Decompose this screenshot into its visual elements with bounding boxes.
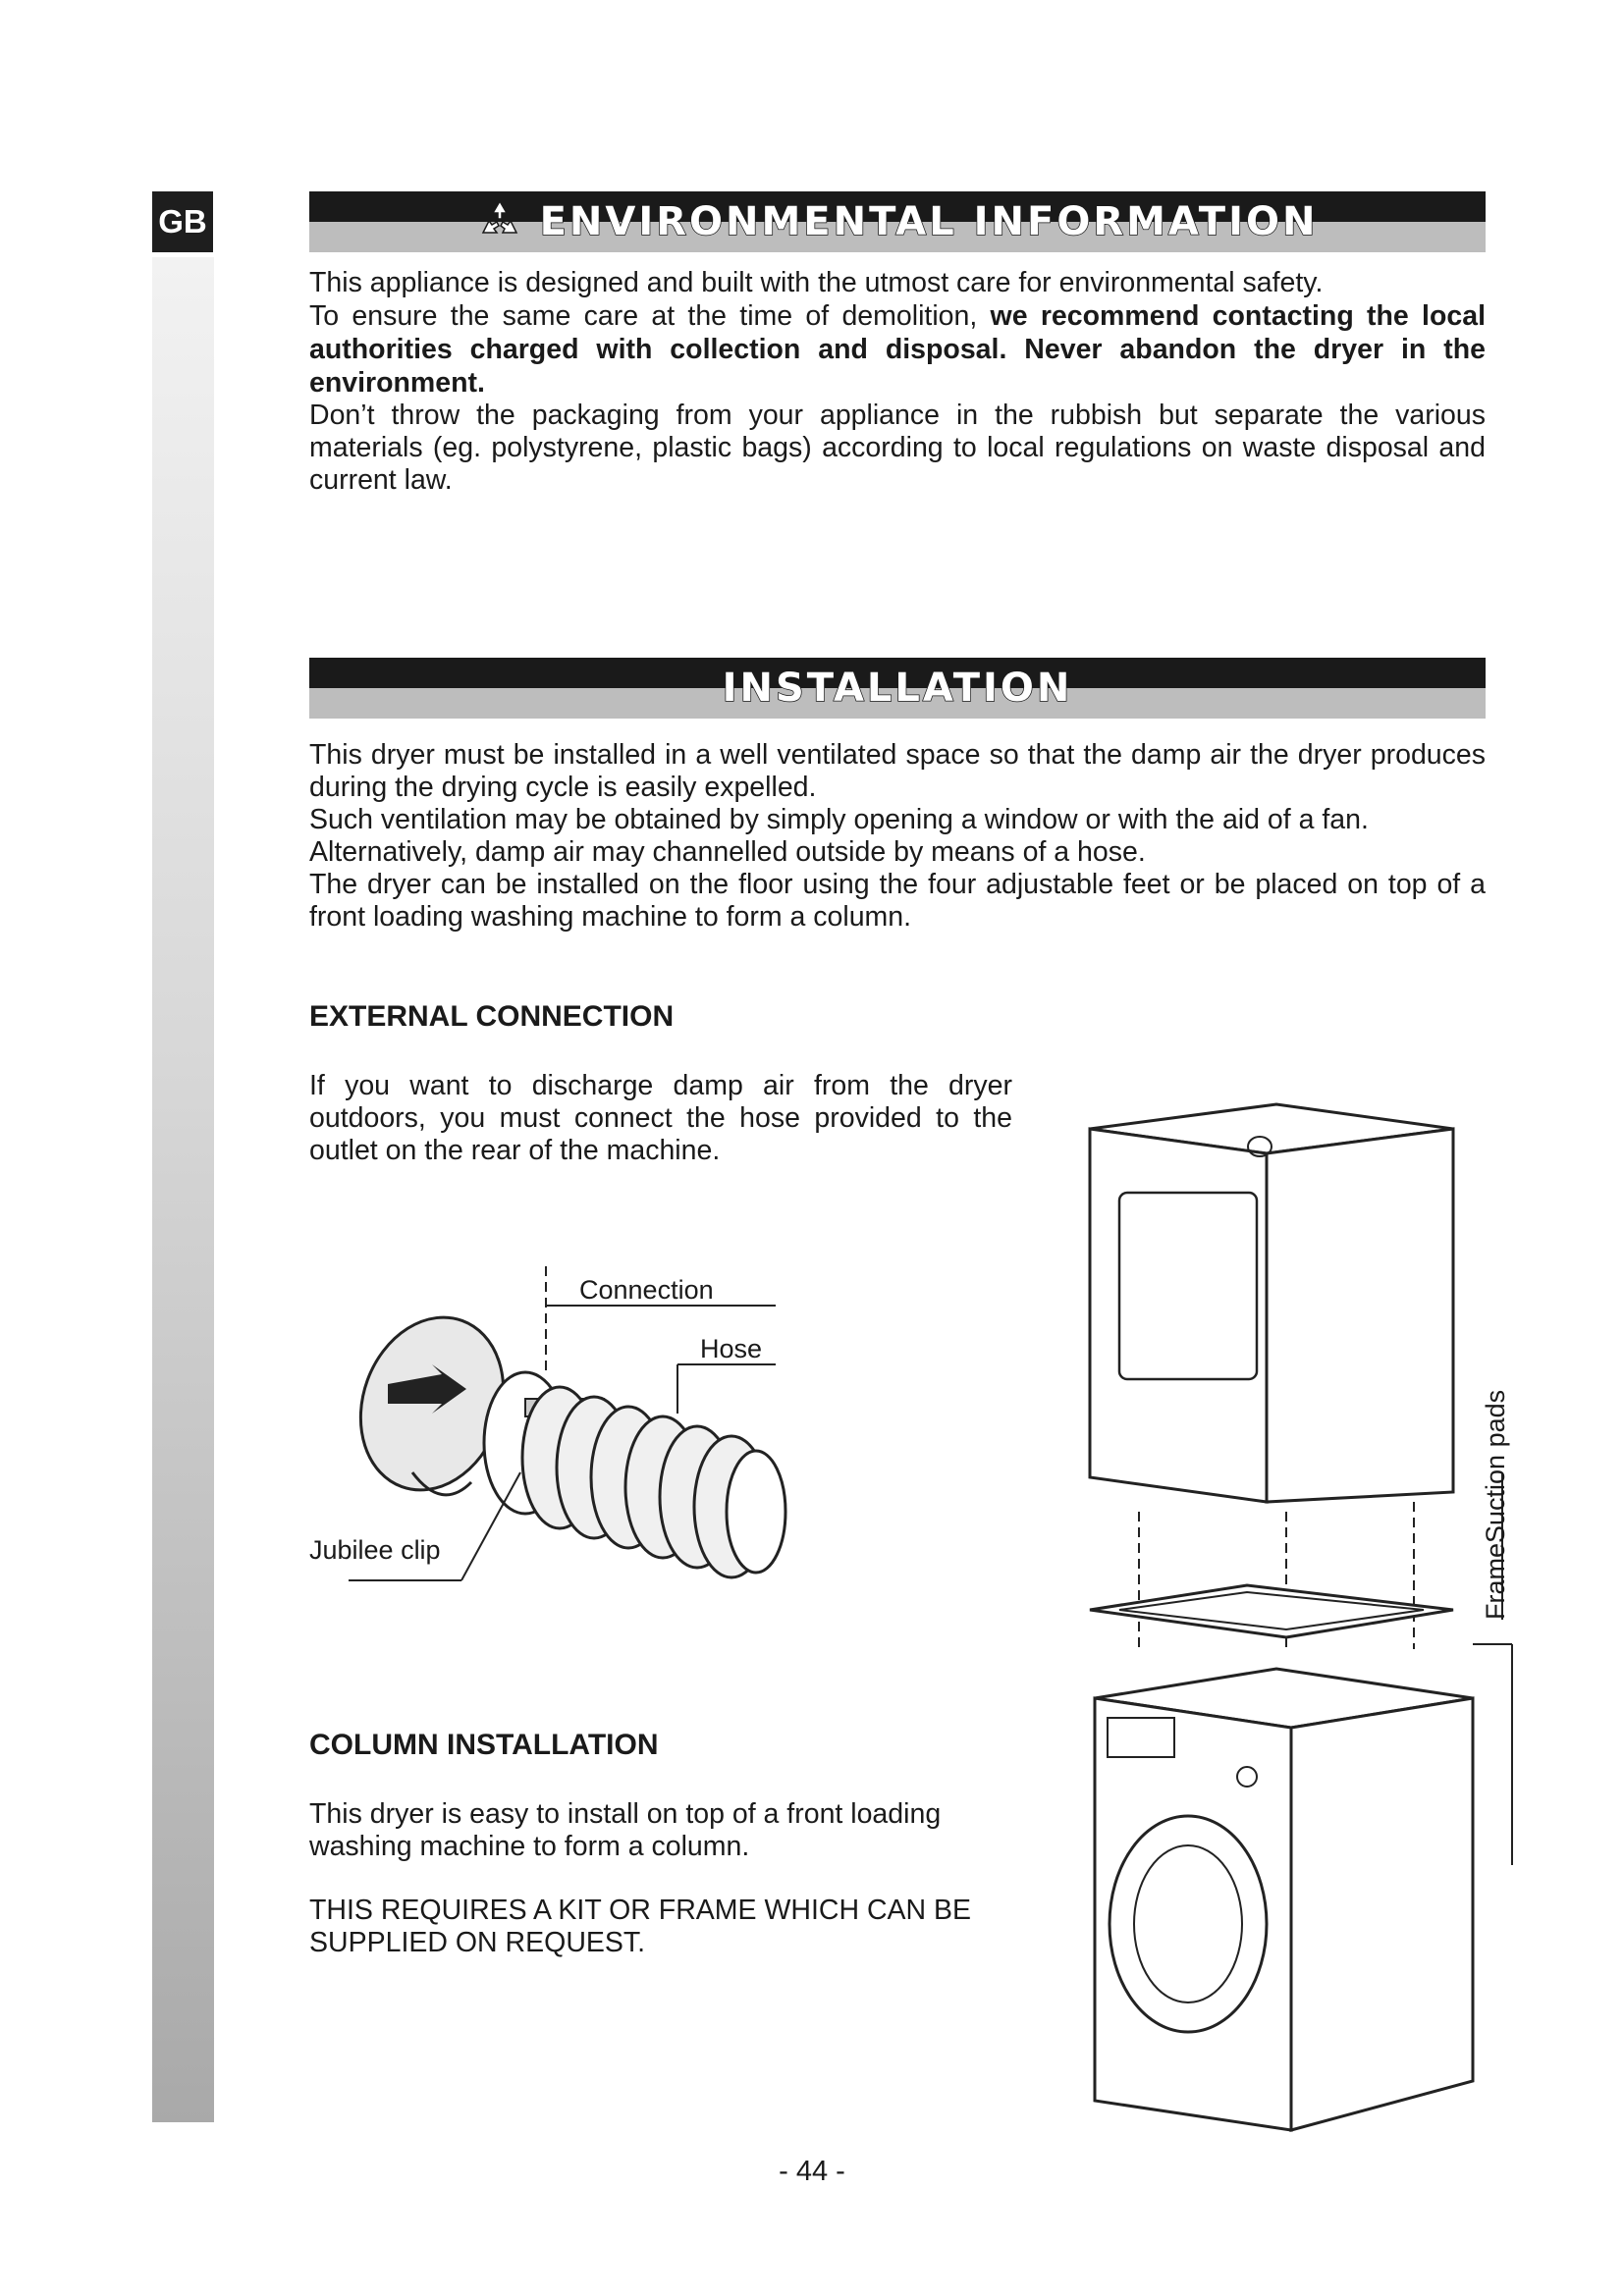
installation-p1: This dryer must be installed in a well ventilated space so that the damp air the dryer produces during the drying cycle is easily expelled.	[309, 739, 1486, 803]
installation-header	[309, 658, 1486, 719]
page-number: - 44 -	[779, 2156, 845, 2187]
column-installation-p: This dryer is easy to install on top of a front loading washing machine to form a column.	[309, 1798, 942, 1862]
environmental-p2-bold: we recommend contacting the local authorities charged with collection and disposal. Never abandon the dryer in the environment.	[309, 300, 1486, 399]
installation-title: INSTALLATION	[722, 666, 1073, 711]
environmental-p2-normal: To ensure the same care at the time of demolition,	[309, 300, 991, 332]
label-frame: Frame	[1481, 1542, 1510, 1620]
installation-text	[309, 739, 1486, 934]
language-tab: GB	[152, 191, 213, 252]
recycle-icon	[477, 197, 522, 247]
label-suction-pads: Suction pads	[1481, 1389, 1510, 1543]
environmental-p2	[309, 299, 1486, 400]
column-installation-text	[309, 1798, 1012, 1863]
column-installation-heading: COLUMN INSTALLATION	[309, 1729, 659, 1761]
installation-p2: Such ventilation may be obtained by simply opening a window or with the aid of a fan.	[309, 804, 1369, 835]
column-installation-note	[309, 1895, 1012, 1959]
hose-connection-figure	[295, 1266, 844, 1620]
external-connection-p: If you want to discharge damp air from the dryer outdoors, you must connect the hose provided to the outlet on the rear of the machine.	[309, 1070, 1012, 1166]
environmental-p3: Don’t throw the packaging from your appliance in the rubbish but separate the various materials (eg. polystyrene, plastic bags) according to local regulations on waste disposal and current law.	[309, 400, 1486, 496]
external-connection-text	[309, 1070, 1012, 1167]
environmental-text	[309, 267, 1486, 497]
label-hose: Hose	[700, 1334, 763, 1363]
environmental-title: ENVIRONMENTAL INFORMATION	[539, 199, 1319, 244]
column-installation-figure	[1080, 1099, 1532, 2140]
external-connection-heading: EXTERNAL CONNECTION	[309, 1000, 675, 1033]
environmental-p1: This appliance is designed and built with the utmost care for environmental safety.	[309, 267, 1324, 298]
label-connection: Connection	[579, 1275, 714, 1305]
label-frame-suction-pads	[1481, 1390, 1511, 1620]
side-bar	[152, 257, 214, 2122]
label-jubilee-clip: Jubilee clip	[309, 1535, 441, 1565]
environmental-header	[309, 191, 1486, 252]
column-installation-note-p: THIS REQUIRES A KIT OR FRAME WHICH CAN BE SUPPLIED ON REQUEST.	[309, 1895, 972, 1958]
installation-p4: The dryer can be installed on the floor using the four adjustable feet or be placed on top of a front loading washing machine to form a column.	[309, 869, 1486, 933]
installation-p3: Alternatively, damp air may channelled outside by means of a hose.	[309, 836, 1146, 868]
